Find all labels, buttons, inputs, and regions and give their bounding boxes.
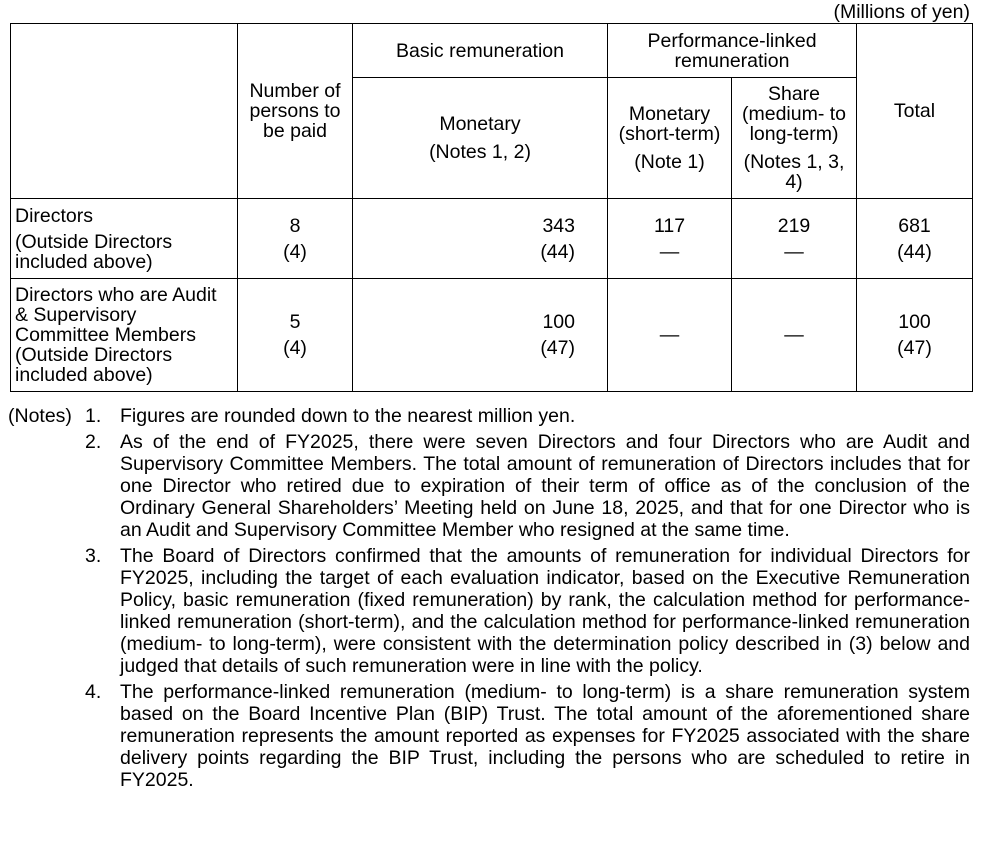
cell-persons [238,199,353,279]
header-share-label: Share (medium- to long-term) [741,83,847,145]
cell-subvalue: — [659,240,680,263]
note-number: 2. [85,431,102,453]
cell-subvalue: (47) [897,337,932,359]
cell-value: 8 [289,214,301,237]
header-persons: Number of persons to be paid [238,24,353,199]
table-row [11,199,973,279]
unit-label: (Millions of yen) [833,1,970,23]
cell-value: 117 [653,214,686,237]
cell-value: 219 [777,214,811,237]
header-monetary-note: (Notes 1, 2) [429,141,531,163]
note-item [8,431,970,541]
note-number: 3. [85,545,102,567]
note-number: 1. [85,405,102,427]
header-basic-remuneration: Basic remuneration [353,24,608,78]
row-label: Directors [15,204,94,227]
remuneration-table [10,23,973,392]
note-item [8,681,970,791]
cell-total [857,279,973,392]
header-monetary [353,78,608,199]
header-short-term-note: (Note 1) [634,151,705,173]
cell-value: 100 [542,311,575,333]
row-sublabel: (Outside Directors included above) [15,344,173,386]
cell-value: 681 [898,214,931,237]
note-text: Figures are rounded down to the nearest million yen. [120,405,576,427]
table-row [11,279,973,392]
corner-cell [11,24,238,199]
cell-subvalue: (44) [540,240,575,263]
notes-section [8,405,970,791]
note-text: The Board of Directors confirmed that the amounts of remuneration for individual Directors for FY2025, including the target of each evaluation indicator, based on the Executive Remuneration Policy, basic remuneration (fixed remuneration) by rank, the calculation method for performance-linked remuneration (short-term), and the calculation method for performance-linked remuneration (medium- to long-term), were consistent with the determination policy described in (3) below and judged that details of such remuneration were in line with the policy. [120,545,970,677]
note-text: The performance-linked remuneration (medium- to long-term) is a share remuneration system based on the Board Incentive Plan (BIP) Trust. The total amount of the aforementioned share remuneration represents the amount reported as expenses for FY2025 associated with the share delivery points regarding the BIP Trust, including the persons who are scheduled to retire in FY2025. [120,681,970,791]
cell-subvalue: — [784,240,804,263]
header-monetary-label: Monetary [439,113,521,135]
notes-label: (Notes) [8,405,72,427]
note-item [8,545,970,677]
cell-total [857,199,973,279]
header-short-term-label: Monetary (short-term) [618,103,721,145]
header-performance-linked: Performance-linked remuneration [608,24,857,78]
header-share-note: (Notes 1, 3, 4) [743,151,845,193]
cell-subvalue: (47) [540,337,575,359]
header-share [732,78,857,199]
cell-short-term [608,199,732,279]
row-label: Directors who are Audit & Supervisory Committee Members [15,284,217,346]
cell-subvalue: (4) [283,337,307,359]
header-short-term [608,78,732,199]
cell-persons [238,279,353,392]
header-total: Total [857,24,973,199]
cell-monetary [353,199,608,279]
cell-share [732,199,857,279]
cell-value: 343 [542,214,575,237]
cell-subvalue: (44) [897,240,932,263]
row-label-audit-committee [11,279,238,392]
cell-share: — [732,279,857,392]
row-sublabel: (Outside Directors included above) [15,230,173,273]
cell-value: 100 [898,311,931,333]
cell-monetary [353,279,608,392]
cell-short-term: — [608,279,732,392]
note-item [8,405,970,427]
cell-value: 5 [289,311,301,333]
note-number: 4. [85,681,102,703]
row-label-directors [11,199,238,279]
cell-subvalue: (4) [283,240,307,263]
note-text: As of the end of FY2025, there were seven Directors and four Directors who are Audit and Supervisory Committee Members. The total amount of remuneration of Directors includes that for one Director who retired due to expiration of their term of office as of the conclusion of the Ordinary General Shareholders’ Meeting held on June 18, 2025, and that for one Director who is an Audit and Supervisory Committee Member who resigned at the same time. [120,431,970,541]
